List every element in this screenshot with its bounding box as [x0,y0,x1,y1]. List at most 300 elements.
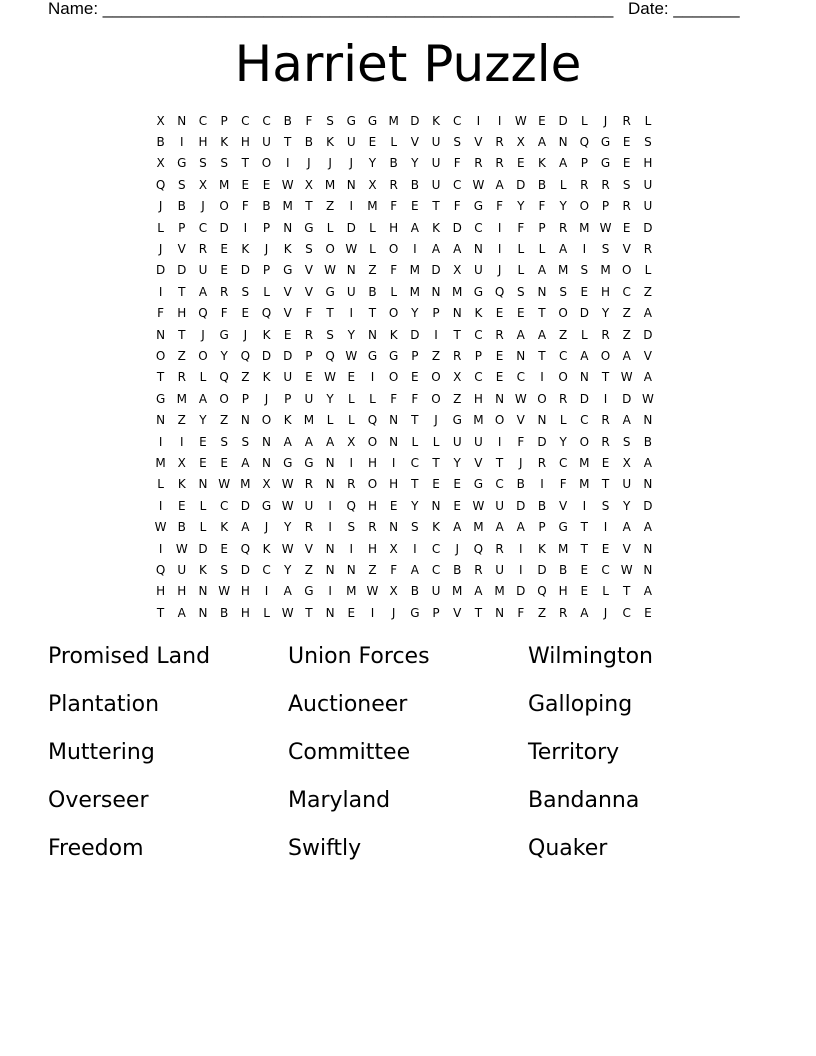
grid-letter[interactable]: C [516,370,525,385]
grid-letter[interactable]: E [453,498,462,513]
grid-letter[interactable]: K [432,220,440,235]
grid-letter[interactable]: V [304,263,314,278]
grid-letter[interactable]: T [411,477,419,492]
grid-letter[interactable]: J [201,327,205,342]
grid-letter[interactable]: W [281,498,294,513]
grid-letter[interactable]: I [264,584,269,599]
grid-letter[interactable]: U [431,584,441,599]
grid-letter[interactable]: I [497,434,502,449]
grid-letter[interactable]: R [177,370,186,385]
grid-letter[interactable]: O [558,370,568,385]
grid-letter[interactable]: M [367,199,378,214]
grid-letter[interactable]: H [389,220,399,235]
grid-letter[interactable]: R [368,520,377,535]
grid-letter[interactable]: O [579,199,590,214]
grid-letter[interactable]: W [281,605,294,620]
grid-letter[interactable]: R [537,455,547,470]
grid-letter[interactable]: V [622,242,631,257]
grid-letter[interactable]: X [156,156,165,171]
grid-letter[interactable]: A [495,520,504,535]
grid-letter[interactable]: B [262,199,271,214]
grid-letter[interactable]: S [411,520,419,535]
grid-letter[interactable]: N [643,562,653,577]
grid-letter[interactable]: B [537,498,547,513]
grid-letter[interactable]: V [559,498,568,513]
grid-letter[interactable]: C [601,562,610,577]
grid-letter[interactable]: M [600,263,611,278]
grid-letter[interactable]: U [304,498,314,513]
grid-letter[interactable]: N [643,413,653,428]
grid-letter[interactable]: K [432,520,440,535]
grid-letter[interactable]: Z [325,199,335,214]
grid-letter[interactable]: U [177,562,187,577]
grid-letter[interactable]: A [537,263,547,278]
grid-letter[interactable]: M [282,199,293,214]
grid-letter[interactable]: O [621,263,632,278]
grid-letter[interactable]: E [644,605,652,620]
grid-letter[interactable]: E [220,455,228,470]
grid-letter[interactable]: V [283,306,292,321]
grid-letter[interactable]: I [243,220,248,235]
grid-letter[interactable]: T [474,605,483,620]
grid-letter[interactable]: O [155,348,166,363]
grid-letter[interactable]: B [537,177,547,192]
grid-letter[interactable]: A [516,327,525,342]
grid-letter[interactable]: L [326,413,334,428]
grid-letter[interactable]: N [156,413,166,428]
grid-letter[interactable]: H [240,584,250,599]
grid-letter[interactable]: Y [559,199,567,214]
grid-letter[interactable]: E [220,263,228,278]
grid-letter[interactable]: G [346,113,356,128]
grid-letter[interactable]: S [601,242,610,257]
grid-letter[interactable]: L [602,584,609,599]
grid-letter[interactable]: H [558,584,568,599]
grid-letter[interactable]: U [346,135,356,150]
grid-letter[interactable]: Y [199,413,207,428]
grid-letter[interactable]: F [559,477,567,492]
grid-letter[interactable]: A [410,220,419,235]
grid-letter[interactable]: W [281,477,294,492]
grid-letter[interactable]: W [472,498,485,513]
grid-letter[interactable]: E [283,327,292,342]
grid-letter[interactable]: V [622,541,631,556]
grid-letter[interactable]: N [346,562,356,577]
grid-letter[interactable]: Z [368,263,377,278]
grid-letter[interactable]: A [304,434,314,449]
grid-letter[interactable]: C [558,348,568,363]
grid-letter[interactable]: D [261,348,272,363]
grid-letter[interactable]: M [557,263,569,278]
grid-letter[interactable]: T [495,455,504,470]
grid-letter[interactable]: N [389,520,399,535]
grid-letter[interactable]: D [452,220,462,235]
grid-letter[interactable]: T [601,370,610,385]
grid-letter[interactable]: A [622,348,631,363]
grid-letter[interactable]: J [264,520,269,535]
grid-letter[interactable]: Y [284,562,292,577]
grid-letter[interactable]: Q [325,348,335,363]
grid-letter[interactable]: N [495,605,505,620]
grid-letter[interactable]: F [453,156,461,171]
grid-letter[interactable]: L [432,434,440,449]
grid-letter[interactable]: U [452,434,462,449]
grid-letter[interactable]: S [347,520,356,535]
grid-letter[interactable]: J [349,156,354,171]
grid-letter[interactable]: P [474,348,483,363]
grid-letter[interactable]: D [516,498,526,513]
grid-letter[interactable]: R [304,477,314,492]
grid-letter[interactable]: C [622,284,631,299]
grid-letter[interactable]: J [264,391,269,406]
grid-letter[interactable]: R [304,520,314,535]
grid-letter[interactable]: W [514,391,527,406]
grid-letter[interactable]: H [643,156,653,171]
grid-letter[interactable]: G [389,348,399,363]
grid-letter[interactable]: B [559,562,568,577]
grid-letter[interactable]: M [218,177,230,192]
grid-letter[interactable]: I [497,220,502,235]
grid-letter[interactable]: B [304,135,314,150]
grid-letter[interactable]: O [388,306,399,321]
grid-letter[interactable]: H [240,135,250,150]
grid-letter[interactable]: Y [220,348,228,363]
grid-letter[interactable]: I [540,370,544,385]
grid-letter[interactable]: A [537,135,547,150]
grid-letter[interactable]: N [367,327,377,342]
grid-letter[interactable]: E [199,434,207,449]
grid-letter[interactable]: H [240,605,250,620]
grid-letter[interactable]: K [389,327,398,342]
grid-letter[interactable]: O [261,413,272,428]
grid-letter[interactable]: Y [623,498,631,513]
grid-letter[interactable]: G [473,284,484,299]
grid-letter[interactable]: R [558,220,568,235]
grid-letter[interactable]: E [305,370,313,385]
grid-letter[interactable]: A [559,156,568,171]
grid-letter[interactable]: A [241,520,250,535]
grid-letter[interactable]: C [453,113,462,128]
grid-letter[interactable]: I [158,284,163,299]
grid-letter[interactable]: R [558,605,568,620]
grid-letter[interactable]: A [325,434,335,449]
grid-letter[interactable]: N [346,177,356,192]
grid-letter[interactable]: E [347,370,356,385]
grid-letter[interactable]: K [326,135,335,150]
grid-letter[interactable]: Q [537,584,547,599]
grid-letter[interactable]: D [537,434,547,449]
grid-letter[interactable]: K [199,562,207,577]
grid-letter[interactable]: Z [220,413,229,428]
grid-letter[interactable]: X [347,434,356,449]
grid-letter[interactable]: Q [367,413,378,428]
grid-letter[interactable]: S [241,284,250,299]
grid-letter[interactable]: S [622,177,631,192]
grid-letter[interactable]: H [367,455,377,470]
grid-letter[interactable]: Y [411,306,419,321]
grid-letter[interactable]: M [473,520,484,535]
grid-letter[interactable]: D [240,498,250,513]
grid-letter[interactable]: C [495,477,504,492]
grid-letter[interactable]: T [156,370,165,385]
grid-letter[interactable]: I [476,113,481,128]
grid-letter[interactable]: R [601,413,610,428]
grid-letter[interactable]: X [177,455,186,470]
grid-letter[interactable]: D [283,348,293,363]
grid-letter[interactable]: M [155,455,166,470]
grid-letter[interactable]: A [643,584,653,599]
grid-letter[interactable]: S [220,562,228,577]
grid-letter[interactable]: T [538,348,546,363]
grid-letter[interactable]: A [198,284,208,299]
grid-letter[interactable]: X [453,370,462,385]
grid-letter[interactable]: H [367,541,377,556]
grid-letter[interactable]: D [410,327,420,342]
grid-letter[interactable]: L [644,113,652,128]
grid-letter[interactable]: S [601,498,610,513]
grid-letter[interactable]: W [514,113,527,128]
grid-letter[interactable]: N [537,284,547,299]
grid-letter[interactable]: S [559,284,567,299]
grid-letter[interactable]: L [390,135,397,150]
grid-letter[interactable]: P [284,391,292,406]
grid-letter[interactable]: O [367,477,378,492]
grid-letter[interactable]: G [155,391,166,406]
grid-letter[interactable]: I [434,327,438,342]
grid-letter[interactable]: C [580,413,589,428]
grid-letter[interactable]: M [388,113,399,128]
grid-letter[interactable]: I [582,242,587,257]
grid-letter[interactable]: M [452,284,463,299]
grid-letter[interactable]: L [157,477,164,492]
grid-letter[interactable]: O [537,391,547,406]
grid-letter[interactable]: C [241,113,250,128]
grid-letter[interactable]: E [220,242,228,257]
grid-letter[interactable]: I [391,455,396,470]
grid-letter[interactable]: R [601,177,610,192]
grid-letter[interactable]: W [620,370,633,385]
grid-letter[interactable]: T [432,199,440,214]
grid-letter[interactable]: X [304,177,314,192]
grid-letter[interactable]: B [410,177,419,192]
grid-letter[interactable]: D [240,562,250,577]
grid-letter[interactable]: M [346,584,357,599]
grid-letter[interactable]: C [453,177,462,192]
grid-letter[interactable]: U [283,370,293,385]
grid-letter[interactable]: Q [240,348,251,363]
grid-letter[interactable]: U [474,263,483,278]
grid-letter[interactable]: U [622,477,632,492]
grid-letter[interactable]: H [367,498,377,513]
grid-letter[interactable]: U [262,135,271,150]
grid-letter[interactable]: B [177,199,186,214]
grid-letter[interactable]: Z [453,391,462,406]
grid-letter[interactable]: K [241,242,250,257]
grid-letter[interactable]: O [219,391,229,406]
grid-letter[interactable]: U [346,284,356,299]
grid-letter[interactable]: U [431,156,441,171]
grid-letter[interactable]: K [177,477,186,492]
grid-letter[interactable]: W [281,177,294,192]
grid-letter[interactable]: B [643,434,653,449]
grid-letter[interactable]: P [411,348,419,363]
grid-letter[interactable]: V [516,413,525,428]
grid-letter[interactable]: K [283,413,292,428]
grid-letter[interactable]: C [198,113,208,128]
grid-letter[interactable]: U [474,434,483,449]
grid-letter[interactable]: E [220,541,228,556]
grid-letter[interactable]: L [263,284,270,299]
grid-letter[interactable]: G [283,455,293,470]
grid-letter[interactable]: C [474,327,483,342]
grid-letter[interactable]: G [600,135,611,150]
grid-letter[interactable]: Y [411,498,419,513]
grid-letter[interactable]: M [176,391,187,406]
grid-letter[interactable]: D [346,220,356,235]
grid-letter[interactable]: D [558,113,568,128]
grid-letter[interactable]: J [201,199,205,214]
grid-letter[interactable]: F [241,199,249,214]
grid-letter[interactable]: X [156,113,165,128]
grid-letter[interactable]: S [199,156,207,171]
grid-letter[interactable]: J [264,242,269,257]
grid-letter[interactable]: C [558,455,568,470]
grid-letter[interactable]: R [474,562,483,577]
grid-letter[interactable]: L [347,413,355,428]
grid-letter[interactable]: M [557,541,569,556]
grid-letter[interactable]: V [643,348,653,363]
grid-letter[interactable]: T [601,477,610,492]
grid-letter[interactable]: N [537,413,547,428]
grid-letter[interactable]: Y [517,199,525,214]
grid-letter[interactable]: E [262,177,271,192]
grid-letter[interactable]: F [453,199,461,214]
grid-letter[interactable]: S [220,156,228,171]
grid-letter[interactable]: V [474,135,483,150]
grid-letter[interactable]: A [580,348,589,363]
grid-letter[interactable]: E [368,135,377,150]
grid-letter[interactable]: N [389,413,399,428]
grid-letter[interactable]: W [366,584,379,599]
grid-letter[interactable]: Y [559,434,567,449]
grid-letter[interactable]: A [622,413,631,428]
grid-letter[interactable]: Y [411,156,419,171]
grid-letter[interactable]: A [495,177,504,192]
grid-letter[interactable]: R [389,177,398,192]
grid-letter[interactable]: T [241,156,250,171]
grid-letter[interactable]: F [496,199,504,214]
grid-letter[interactable]: G [410,605,420,620]
grid-letter[interactable]: I [603,391,608,406]
grid-letter[interactable]: R [601,434,610,449]
grid-letter[interactable]: A [580,605,589,620]
grid-letter[interactable]: M [324,177,336,192]
grid-letter[interactable]: V [177,242,186,257]
grid-letter[interactable]: L [390,284,397,299]
grid-letter[interactable]: E [177,498,186,513]
grid-letter[interactable]: U [431,135,441,150]
grid-letter[interactable]: P [241,391,249,406]
grid-letter[interactable]: U [495,498,504,513]
grid-letter[interactable]: U [643,177,653,192]
grid-letter[interactable]: W [175,541,188,556]
grid-letter[interactable]: N [495,391,505,406]
grid-letter[interactable]: W [620,562,633,577]
grid-letter[interactable]: P [305,348,313,363]
grid-letter[interactable]: T [305,605,313,620]
grid-letter[interactable]: L [581,113,588,128]
grid-letter[interactable]: I [540,477,544,492]
grid-letter[interactable]: L [411,434,419,449]
grid-letter[interactable]: C [622,605,631,620]
grid-letter[interactable]: U [304,391,314,406]
grid-letter[interactable]: S [453,135,462,150]
grid-letter[interactable]: A [177,605,186,620]
grid-letter[interactable]: G [261,498,272,513]
grid-letter[interactable]: F [390,391,398,406]
grid-letter[interactable]: E [622,220,631,235]
grid-letter[interactable]: A [431,242,441,257]
grid-letter[interactable]: W [345,348,358,363]
grid-letter[interactable]: I [413,541,417,556]
grid-letter[interactable]: Y [284,520,292,535]
grid-letter[interactable]: R [198,242,208,257]
grid-letter[interactable]: N [325,477,335,492]
grid-letter[interactable]: D [410,113,420,128]
grid-letter[interactable]: R [495,156,504,171]
grid-letter[interactable]: W [218,477,231,492]
grid-letter[interactable]: N [156,327,166,342]
grid-letter[interactable]: L [517,263,525,278]
grid-letter[interactable]: L [369,220,376,235]
grid-letter[interactable]: V [453,605,462,620]
grid-letter[interactable]: E [580,562,589,577]
grid-letter[interactable]: E [347,605,356,620]
grid-letter[interactable]: Y [601,306,610,321]
grid-letter[interactable]: L [326,220,334,235]
grid-letter[interactable]: X [198,177,208,192]
grid-letter[interactable]: J [434,413,438,428]
grid-letter[interactable]: K [474,306,483,321]
grid-letter[interactable]: I [413,242,417,257]
grid-letter[interactable]: T [156,605,165,620]
grid-letter[interactable]: I [180,135,184,150]
grid-letter[interactable]: P [432,306,440,321]
grid-letter[interactable]: X [262,477,271,492]
grid-letter[interactable]: I [158,498,163,513]
grid-letter[interactable]: M [579,477,590,492]
grid-letter[interactable]: O [198,348,208,363]
grid-letter[interactable]: I [582,498,587,513]
grid-letter[interactable]: G [283,263,293,278]
grid-letter[interactable]: A [516,520,525,535]
grid-letter[interactable]: E [580,284,589,299]
grid-letter[interactable]: Q [494,284,505,299]
grid-letter[interactable]: O [494,413,505,428]
grid-letter[interactable]: F [305,306,313,321]
grid-letter[interactable]: J [328,156,332,171]
grid-letter[interactable]: A [643,455,653,470]
grid-letter[interactable]: Z [177,348,186,363]
grid-letter[interactable]: T [580,541,589,556]
grid-letter[interactable]: R [219,284,229,299]
grid-letter[interactable]: P [601,199,610,214]
grid-letter[interactable]: D [431,263,441,278]
grid-letter[interactable]: K [538,541,546,556]
grid-letter[interactable]: D [579,306,589,321]
grid-letter[interactable]: N [325,541,335,556]
grid-letter[interactable]: R [453,348,462,363]
